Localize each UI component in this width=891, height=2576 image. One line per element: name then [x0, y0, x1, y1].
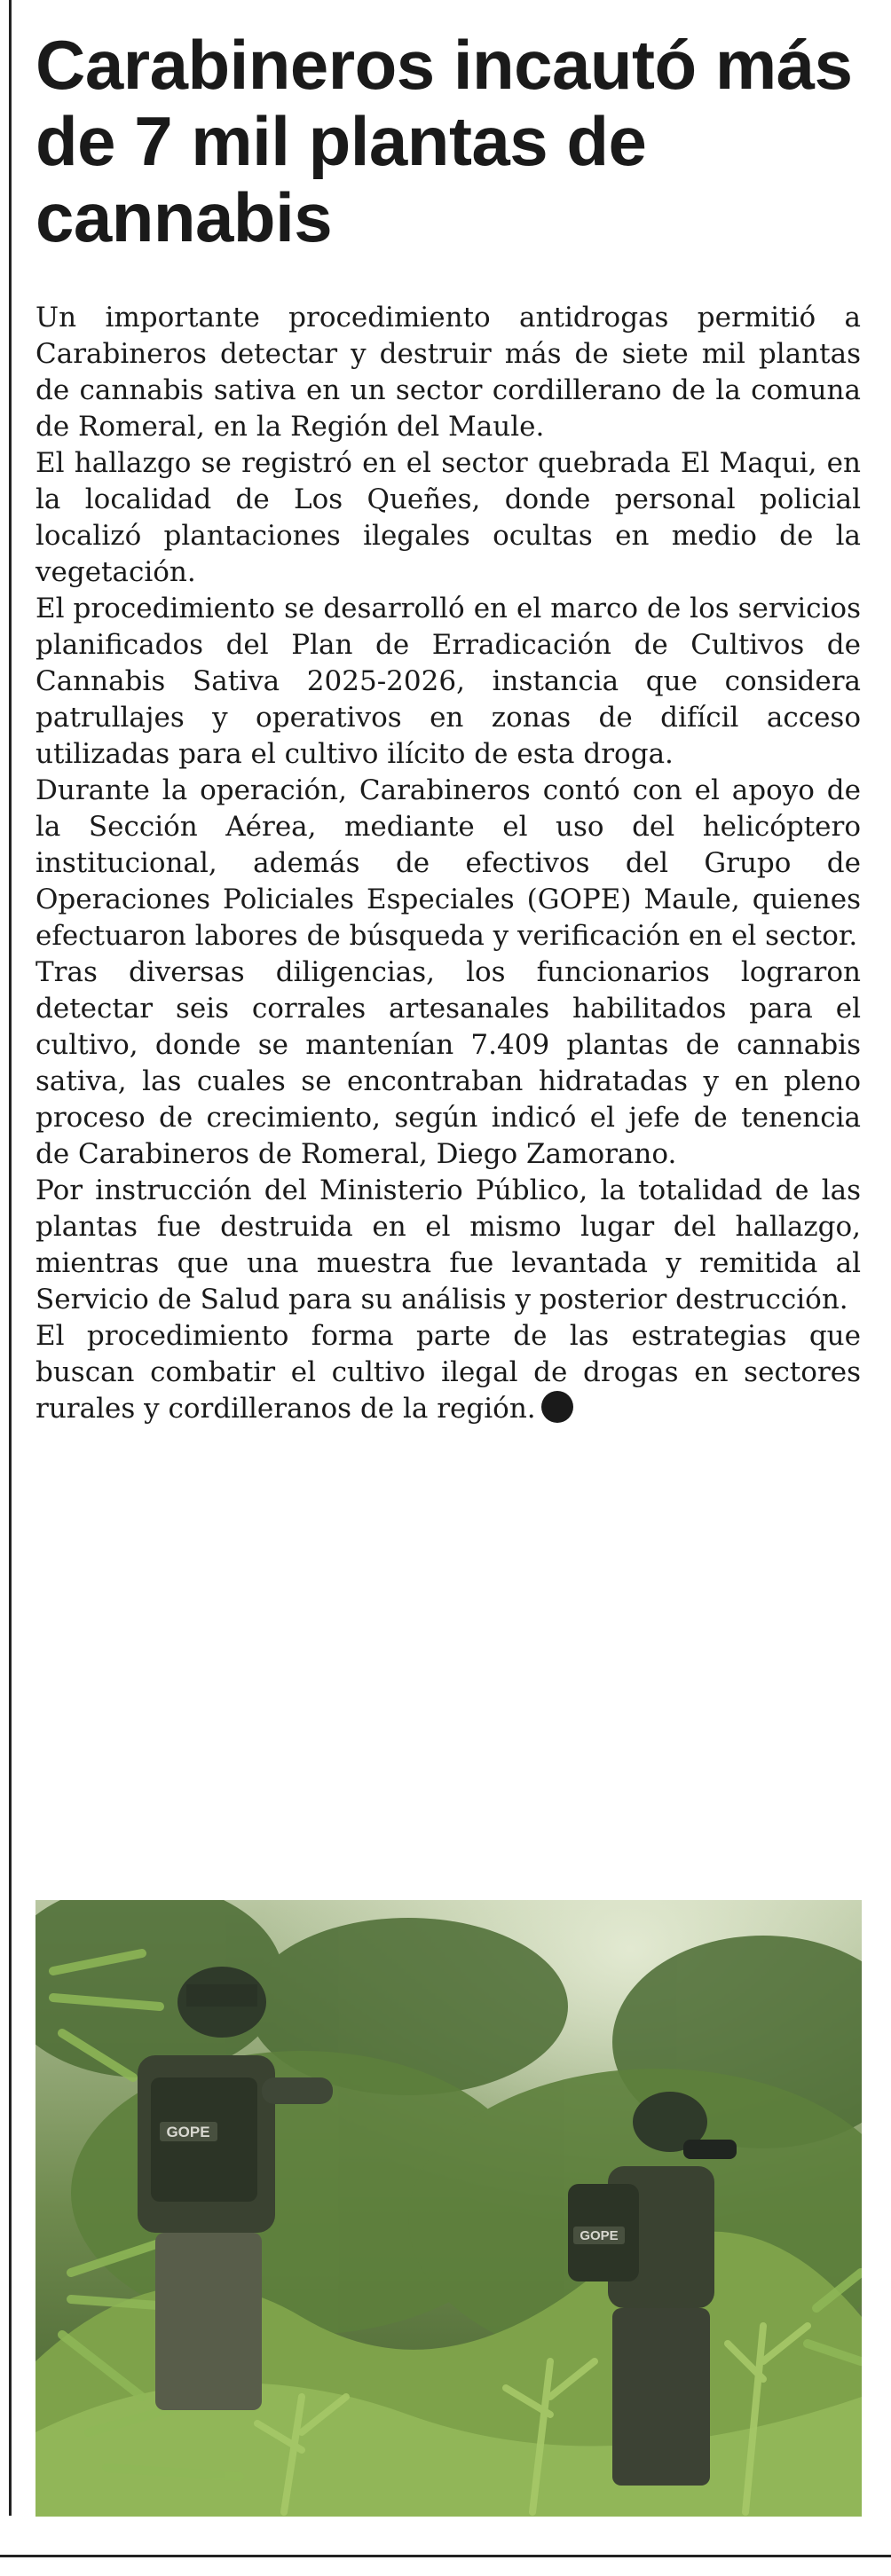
vest-patch-text: GOPE: [580, 2228, 619, 2243]
article-body: [35, 300, 861, 1427]
headline: Carabineros incautó más de 7 mil plantas de cannabis: [35, 26, 853, 256]
paragraph: Durante la operación, Carabineros contó con el apoyo de la Sección Aérea, mediante el uso del helicóptero institucional, además de efectivos del Grupo de Operaciones Policiales Especiales (GOPE) Maule, quienes efectuaron labores de búsqueda y verificación en el sector.: [35, 774, 861, 952]
vest-patch-text: GOPE: [166, 2124, 210, 2140]
photo-illustration: [35, 1900, 862, 2517]
article: [35, 27, 861, 1427]
paragraph: Tras diversas diligencias, los funcionarios lograron detectar seis corrales artesanales habilitados para el cultivo, donde se mantenían 7.409 plantas de cannabis sativa, las cuales se encontraban hidratadas y en pleno proceso de crecimiento, según indicó el jefe de tenencia de Carabineros de Romeral, Diego Zamorano.: [35, 956, 861, 1170]
article-photo: [35, 1900, 862, 2517]
paragraph: Por instrucción del Ministerio Público, la totalidad de las plantas fue destruida en el mismo lugar del hallazgo, mientras que una muestra fue levantada y remitida al Servicio de Salud para su análisis y posterior destrucción.: [35, 1174, 861, 1315]
paragraph: El procedimiento se desarrolló en el marco de los servicios planificados del Plan de Erradicación de Cultivos de Cannabis Sativa 2025-2026, instancia que considera patrullajes y operativos en zonas de difícil acceso utilizadas para el cultivo ilícito de esta droga.: [35, 593, 861, 770]
paragraph: Un importante procedimiento antidrogas permitió a Carabineros detectar y destruir más de siete mil plantas de cannabis sativa en un sector cordillerano de la comuna de Romeral, en la Región del Maule.: [35, 302, 861, 443]
paragraph: El hallazgo se registró en el sector quebrada El Maqui, en la localidad de Los Queñes, donde personal policial localizó plantaciones ilegales ocultas en medio de la vegetación.: [35, 447, 861, 588]
end-of-article-dot-icon: [541, 1391, 573, 1423]
last-paragraph: [35, 1318, 861, 1427]
left-column-rule: [9, 0, 12, 2516]
bottom-page-rule: [0, 2555, 891, 2557]
paragraph-text: El procedimiento forma parte de las estrategias que buscan combatir el cultivo ilegal de drogas en sectores rurales y cordilleranos de la región.: [35, 1320, 861, 1425]
